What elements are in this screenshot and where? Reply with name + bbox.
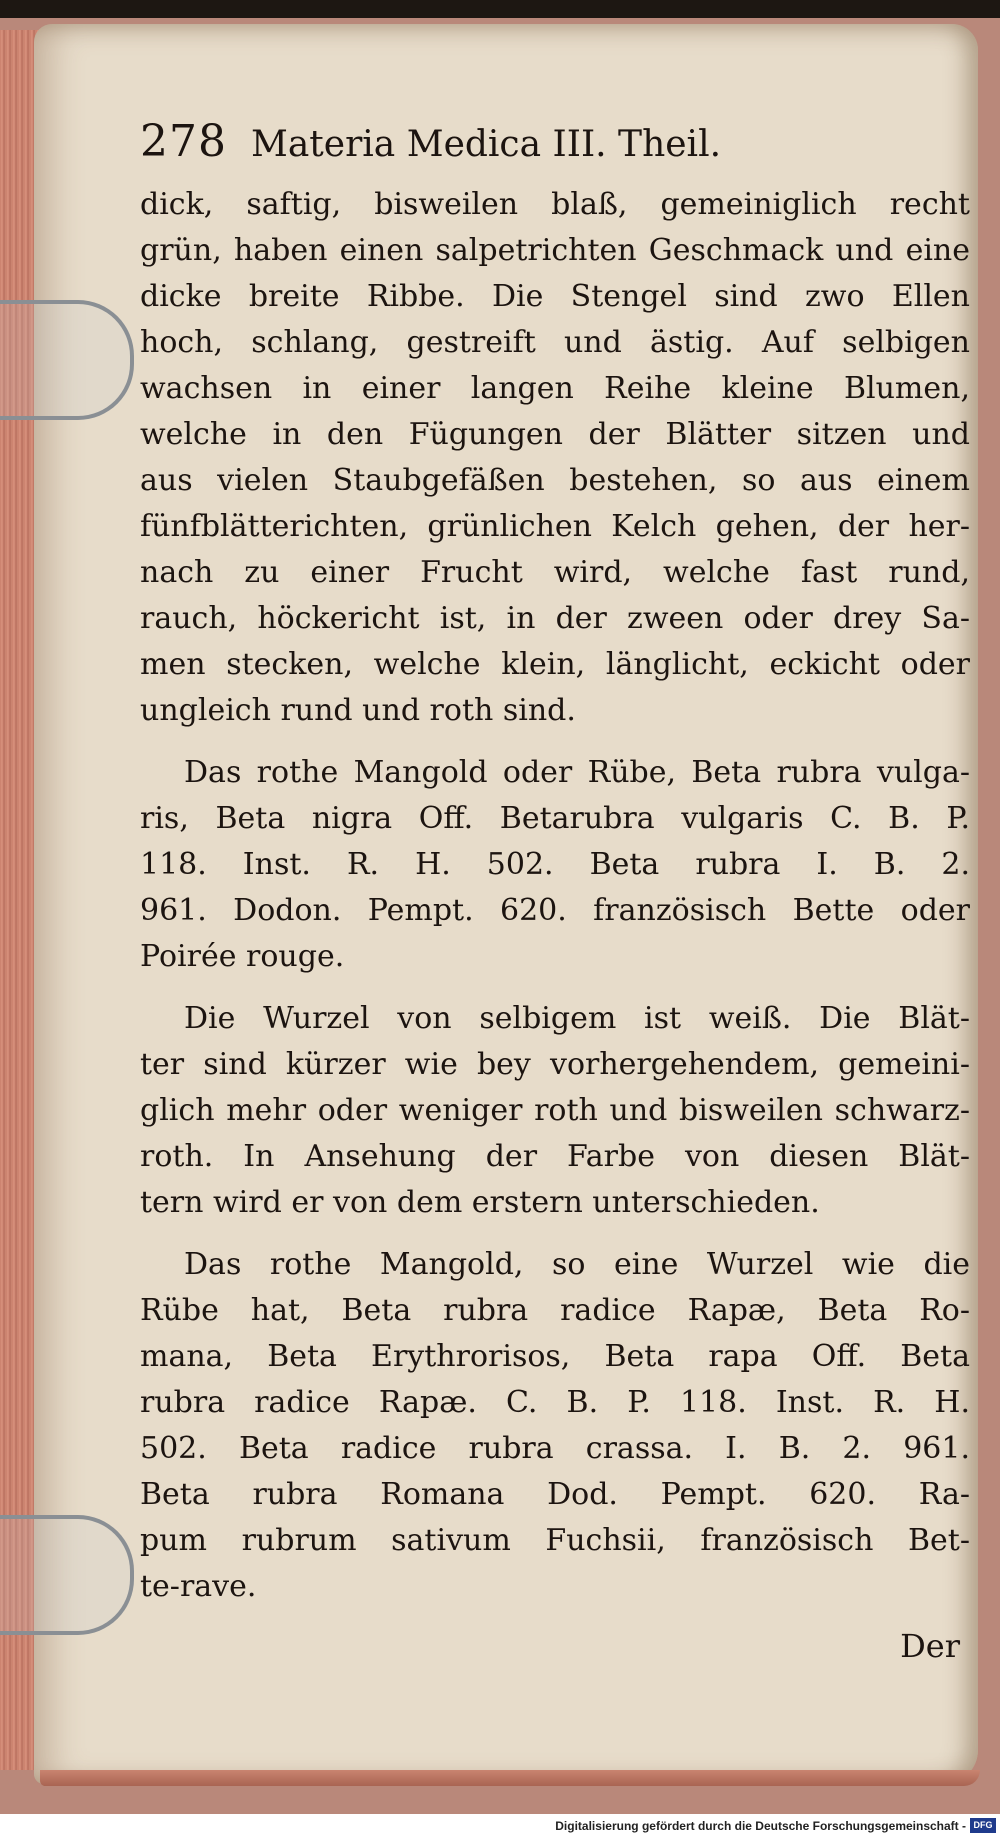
text-line: rauch, höckericht ist, in der zween oder drey Sa-: [140, 601, 970, 636]
page-text: [140, 102, 970, 1674]
text-line: aus vielen Staubgefäßen bestehen, so aus einem: [140, 463, 970, 498]
running-title: Materia Medica III. Theil.: [250, 124, 722, 165]
text-line: fünfblätterichten, grünlichen Kelch gehen, der her-: [140, 509, 970, 544]
page-clip-top: [0, 300, 134, 420]
paragraph-beta-rubra-vulgaris: [140, 750, 970, 980]
text-line: grün, haben einen salpetrichten Geschmack und eine: [140, 233, 970, 268]
text-line: hoch, schlang, gestreift und ästig. Auf selbigen: [140, 325, 970, 360]
text-line: rubra radice Rapæ. C. B. P. 118. Inst. R. H.: [140, 1385, 970, 1420]
page-number: 278: [140, 116, 227, 167]
paragraph-root-description: [140, 996, 970, 1226]
text-line: nach zu einer Frucht wird, welche fast rund,: [140, 555, 970, 590]
text-line: roth. In Ansehung der Farbe von diesen Blät-: [140, 1139, 970, 1174]
text-line: mana, Beta Erythrorisos, Beta rapa Off. Beta: [140, 1339, 970, 1374]
text-line: wachsen in einer langen Reihe kleine Blumen,: [140, 371, 970, 406]
text-line: te-rave.: [140, 1569, 257, 1604]
text-line: ungleich rund und roth sind.: [140, 693, 576, 728]
text-line: tern wird er von dem erstern unterschieden.: [140, 1185, 820, 1220]
dfg-logo-icon: DFG: [970, 1818, 996, 1833]
text-line: men stecken, welche klein, länglicht, eckicht oder: [140, 647, 970, 682]
footer-bar: [0, 1814, 1000, 1839]
catchword: Der: [900, 1627, 960, 1665]
text-line: glich mehr oder weniger roth und bisweilen schwarz-: [140, 1093, 970, 1128]
paragraph-continued-description: [140, 182, 970, 734]
text-line: welche in den Fügungen der Blätter sitzen und: [140, 417, 970, 452]
funding-credit: Digitalisierung gefördert durch die Deutsche Forschungsgemeinschaft -: [555, 1819, 966, 1833]
text-line: Rübe hat, Beta rubra radice Rapæ, Beta Ro-: [140, 1293, 970, 1328]
text-line: dick, saftig, bisweilen blaß, gemeiniglich recht: [140, 187, 970, 222]
text-line: Poirée rouge.: [140, 939, 345, 974]
page-clip-bottom: [0, 1515, 134, 1635]
text-line: ris, Beta nigra Off. Betarubra vulgaris C. B. P.: [140, 801, 970, 836]
text-line: Die Wurzel von selbigem ist weiß. Die Blät-: [184, 1001, 970, 1036]
text-line: Das rothe Mangold, so eine Wurzel wie die: [184, 1247, 970, 1282]
page-bottom-edge: [40, 1770, 980, 1786]
text-line: pum rubrum sativum Fuchsii, französisch Bet-: [140, 1523, 970, 1558]
text-line: 118. Inst. R. H. 502. Beta rubra I. B. 2.: [140, 847, 970, 882]
text-line: 502. Beta radice rubra crassa. I. B. 2. 961.: [140, 1431, 970, 1466]
page-header: [140, 102, 970, 182]
paragraph-beta-rubra-radice-rapae: [140, 1242, 970, 1610]
text-line: ter sind kürzer wie bey vorhergehendem, gemeini-: [140, 1047, 970, 1082]
text-line: dicke breite Ribbe. Die Stengel sind zwo Ellen: [140, 279, 970, 314]
text-line: 961. Dodon. Pempt. 620. französisch Bette oder: [140, 893, 970, 928]
text-line: Das rothe Mangold oder Rübe, Beta rubra vulga-: [184, 755, 970, 790]
text-line: Beta rubra Romana Dod. Pempt. 620. Ra-: [140, 1477, 970, 1512]
